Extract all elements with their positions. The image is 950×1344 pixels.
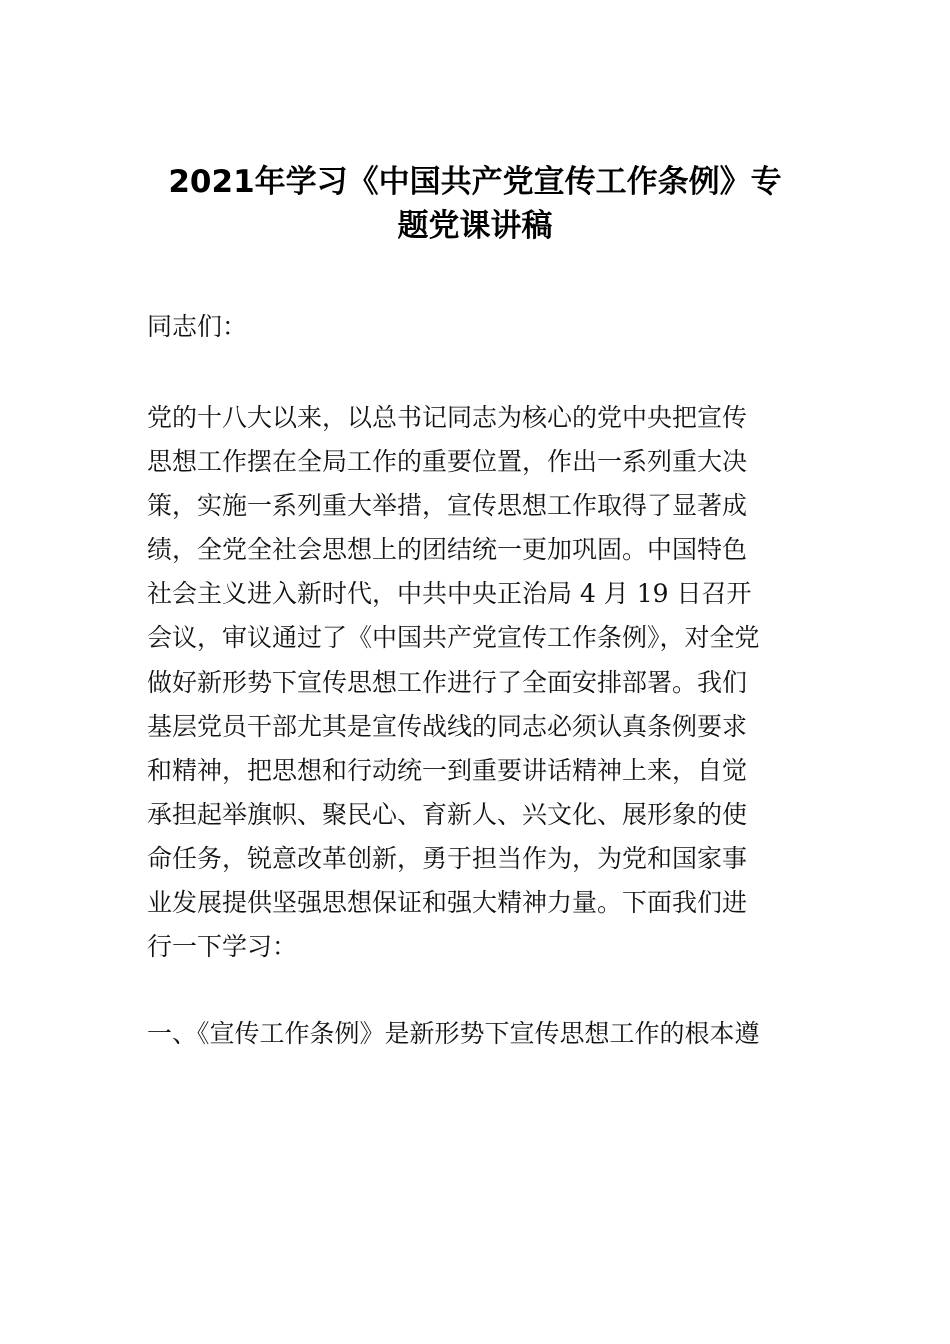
body-paragraph [147,396,827,969]
greeting: 同志们： [147,312,248,341]
paragraph-line: 行一下学习： [147,932,298,962]
paragraph-line: 绩，全党全社会思想上的团结统一更加巩固。中国特色 [147,535,748,565]
paragraph-line: 承担起举旗帜、聚民心、育新人、兴文化、展形象的使 [147,799,748,829]
paragraph-line: 党的十八大以来，以总书记同志为核心的党中央把宣传 [147,403,748,432]
title-line-1: 2021年学习《中国共产党宣传工作条例》专 [168,164,782,200]
title-line-2: 题党课讲稿 [397,208,553,244]
paragraph-line: 基层党员干部尤其是宣传战线的同志必须认真条例要求 [147,711,748,741]
paragraph-line: 命任务，锐意改革创新，勇于担当作为，为党和国家事 [147,843,748,873]
paragraph-line: 和精神，把思想和行动统一到重要讲话精神上来，自觉 [147,755,748,785]
paragraph-line: 业发展提供坚强思想保证和强大精神力量。下面我们进 [147,888,748,918]
paragraph-line: 思想工作摆在全局工作的重要位置，作出一系列重大决 [147,447,748,477]
page-title [120,160,830,248]
paragraph-line: 策，实施一系列重大举措，宣传思想工作取得了显著成 [147,491,748,521]
section-heading: 一、《宣传工作条例》是新形势下宣传思想工作的根本遵 [147,1019,760,1048]
paragraph-line: 社会主义进入新时代，中共中央正治局 4 月 19 日召开 [147,579,752,609]
paragraph-line: 做好新形势下宣传思想工作进行了全面安排部署。我们 [147,667,748,697]
paragraph-line: 会议，审议通过了《中国共产党宣传工作条例》，对全党 [147,623,760,653]
